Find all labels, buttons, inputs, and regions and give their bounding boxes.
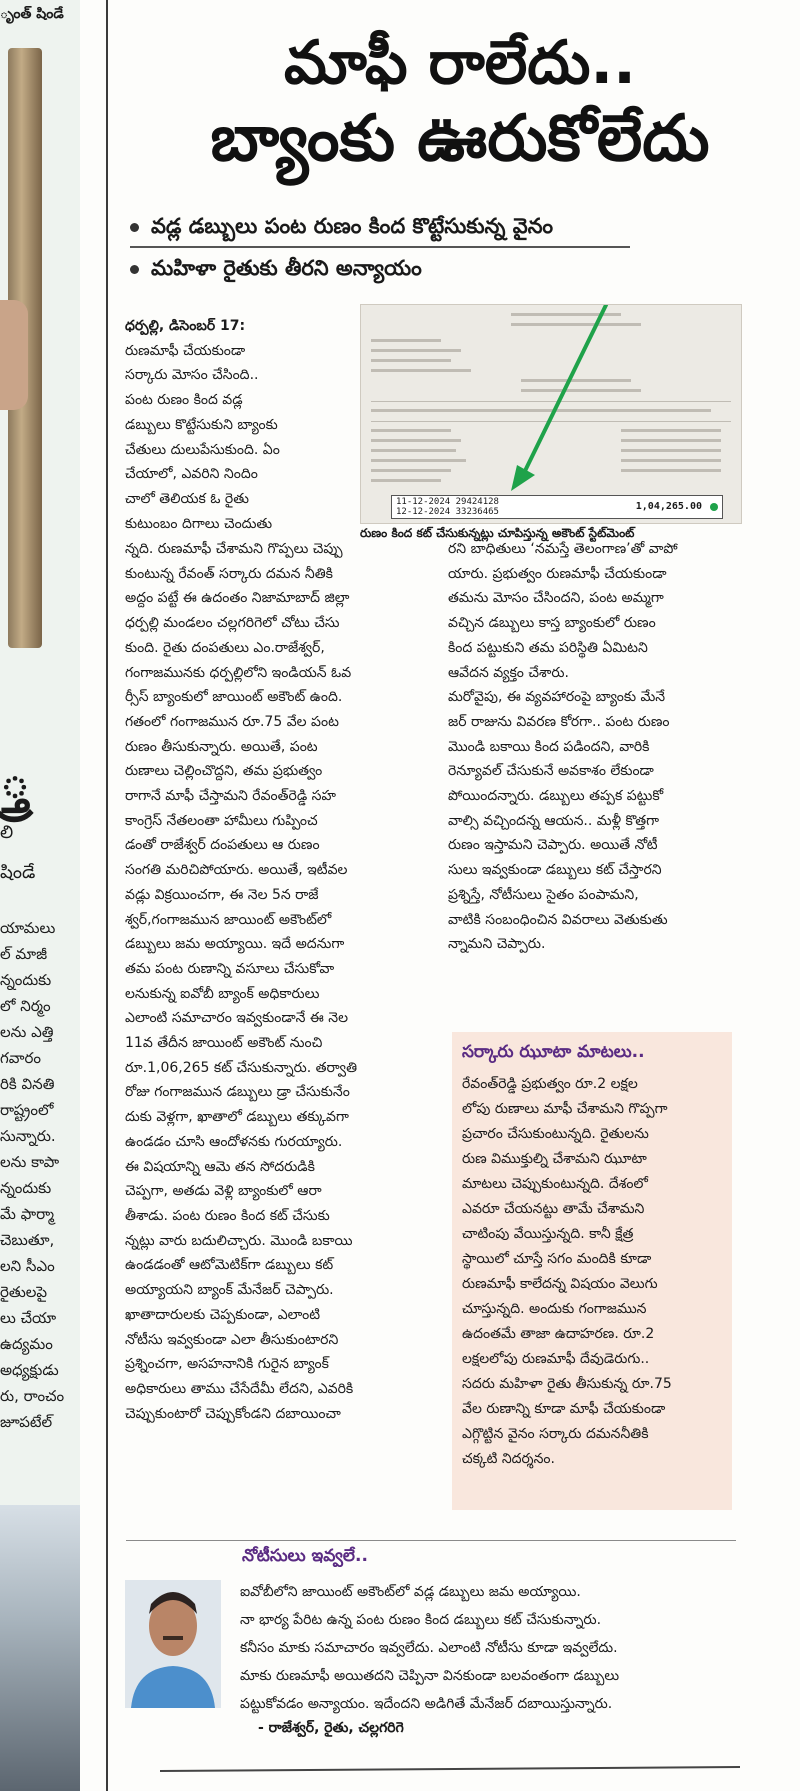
quote-top-rule xyxy=(126,1540,736,1541)
body-line: తమను మోసం చేసిందని, పంట అమ్మగా xyxy=(448,590,664,607)
body-line: ధర్పల్లి మండలం చల్లగరిగెలో చోటు చేసు xyxy=(125,615,340,632)
quote-title: నోటీసులు ఇవ్వలే.. xyxy=(242,1546,368,1566)
body-line: రెన్యూవల్ చేసుకునే అవకాశం లేకుండా xyxy=(448,763,654,780)
body-line: న్నది. రుణమాఫీ చేశామని గొప్పలు చెప్పు xyxy=(125,541,343,557)
body-line: గంగాజమునకు ధర్పల్లిలోని ఇండియన్ ఓవ xyxy=(125,664,352,681)
statement-row-1: 11-12-2024 29424128 xyxy=(396,497,499,507)
column-divider xyxy=(106,0,108,1791)
body-line: చెప్పగా, అతడు వెళ్లి బ్యాంకులో ఆరా xyxy=(125,1183,322,1200)
box-line: స్థాయిలో చూస్తే సగం మందికి కూడా xyxy=(462,1251,652,1267)
body-line: ఈ విషయాన్ని ఆమె తన సోదరుడికి xyxy=(125,1158,315,1175)
headline-line-2: బ్యాంకు ఊరుకోలేదు xyxy=(210,102,710,176)
body-line: అద్దం పట్టే ఈ ఉదంతం నిజామాబాద్ జిల్లా xyxy=(125,590,350,607)
body-line: లనుకున్న ఐవోబీ బ్యాంక్ అధికారులు xyxy=(125,985,320,1002)
body-line: పంట రుణం కింద వడ్ల xyxy=(125,392,243,409)
body-line: సర్కారు మోసం చేసింది.. xyxy=(125,367,259,384)
neighbor-photo-person xyxy=(0,300,28,410)
bullet-separator xyxy=(130,246,630,248)
neighbor-line: యామలు xyxy=(0,919,56,937)
body-line: రుణమాఫీ చేయకుండా xyxy=(125,342,246,359)
body-line: ఉండడంతో ఆటోమెటిక్‌గా డబ్బులు కట్ xyxy=(125,1257,334,1274)
dateline: ధర్పల్లి, డిసెంబర్ 17: xyxy=(125,318,246,334)
quote-line: పట్టుకోవడం అన్యాయం. ఇదేందని అడిగితే మేనేజర్ దబాయిస్తున్నారు. xyxy=(240,1696,613,1712)
article-column-2 xyxy=(448,537,738,957)
body-line: కుంది. రైతు దంపతులు ఎం.రాజేశ్వర్, xyxy=(125,639,325,656)
bottom-rule xyxy=(160,1766,740,1772)
neighbor-line: జూపటేల్ xyxy=(0,1413,53,1431)
neighbor-line: చెబుతూ, xyxy=(0,1231,55,1249)
body-line: వడ్లు విక్రయించగా, ఈ నెల 5న రాజే xyxy=(125,886,319,903)
body-line: జర్ రాజును వివరణ కోరగా.. పంట రుణం xyxy=(448,713,670,730)
bullet-point-2 xyxy=(130,256,422,286)
body-line: గతంలో గంగాజమున రూ.75 వేల పంట xyxy=(125,713,339,730)
body-line: కింద పట్టుకుని తమ పరిస్థితి ఏమిటని xyxy=(448,639,648,656)
bullet-dot-icon xyxy=(130,265,139,274)
neighbor-body-text xyxy=(0,915,80,1435)
neighbor-line: రాష్ట్రంలో xyxy=(0,1101,54,1119)
neighbor-line: గవారం xyxy=(0,1049,41,1067)
body-line: చేయాలో, ఎవరిని నిందిం xyxy=(125,466,258,483)
body-line: డంతో రాజేశ్వర్ దంపతులు ఆ రుణం xyxy=(125,837,320,854)
body-line: మొండి బకాయి కింద పడిందని, వారికి xyxy=(448,738,650,755)
body-line: సంగతి మరిచిపోయారు. అయితే, ఇటీవల xyxy=(125,862,348,879)
neighbor-article-strip xyxy=(0,0,80,1791)
neighbor-line: ల్ మాజీ xyxy=(0,945,48,963)
body-line: రని బాధితులు ‘నమస్తే తెలంగాణ’తో వాపో xyxy=(448,541,678,557)
bullet-text: మహిళా రైతుకు తీరని అన్యాయం xyxy=(151,256,422,280)
body-line: ప్రశ్నించగా, అసహనానికి గురైన బ్యాంక్ xyxy=(125,1356,329,1373)
body-line: శ్వర్,గంగాజమున జాయింట్ అకౌంట్‌లో xyxy=(125,911,332,928)
sidebar-box-title: సర్కారు ఝూటా మాటలు.. xyxy=(462,1042,645,1062)
box-line: లక్షలలోపు రుణమాఫీ దేవుడెరుగు.. xyxy=(462,1351,650,1367)
neighbor-line: మే ఫార్మా xyxy=(0,1205,54,1223)
box-line: ఎవరూ చేయనట్టు తామే చేశామని xyxy=(462,1201,645,1217)
body-line: రుణం ఇస్తామని చెప్పారు. అయితే నోటీ xyxy=(448,837,658,854)
body-line: చెప్పుకుంటారో చెప్పుకోండని దబాయించా xyxy=(125,1405,341,1422)
quote-line: నా భార్య పేరిట ఉన్న పంట రుణం కింద డబ్బులు కట్ చేసుకున్నారు. xyxy=(240,1612,602,1628)
quote-line: కనీసం మాకు సమాచారం ఇవ్వలేదు. ఎలాంటి నోటీసు కూడా ఇవ్వలేదు. xyxy=(240,1640,618,1656)
neighbor-title: ్త్ర xyxy=(0,750,31,810)
box-line: సదరు మహిళా రైతు తీసుకున్న రూ.75 xyxy=(462,1376,672,1392)
box-line: రేవంత్‌రెడ్డి ప్రభుత్వం రూ.2 లక్షల xyxy=(462,1076,638,1092)
body-line: తమ పంట రుణాన్ని వసూలు చేసుకోవా xyxy=(125,960,335,977)
quote-signature: - రాజేశ్వర్, రైతు, చల్లగరిగె xyxy=(258,1720,404,1736)
box-line: రుణ విముక్తుల్ని చేశామని ఝూటా xyxy=(462,1151,647,1167)
farmer-portrait xyxy=(125,1580,221,1708)
article-intro xyxy=(125,314,353,536)
bullet-dot-icon xyxy=(130,223,139,232)
statement-amount: 1,04,265.00 xyxy=(635,501,702,512)
body-line: వాల్సి వచ్చిందన్న ఆయన.. మళ్లీ కొత్తగా xyxy=(448,812,659,829)
box-line: లోపు రుణాలు మాఫీ చేశామని గొప్పగా xyxy=(462,1101,668,1117)
box-line: చక్కటి నిదర్శనం. xyxy=(462,1451,555,1467)
neighbor-line: న్నందుకు xyxy=(0,971,52,989)
body-line: ర్సీస్ బ్యాంకులో జాయింట్ అకౌంట్ ఉంది. xyxy=(125,689,343,706)
body-line: రుణం తీసుకున్నారు. అయితే, పంట xyxy=(125,738,318,755)
body-line: అధికారులు తాము చేసేదేమీ లేదని, ఎవరికి xyxy=(125,1380,354,1397)
person-icon xyxy=(125,1580,221,1708)
box-line: ప్రచారం చేసుకుంటున్నది. రైతులను xyxy=(462,1126,649,1142)
neighbor-top-text: ృంత్ షిండే xyxy=(0,6,64,22)
neighbor-line: లో నిర్మం xyxy=(0,997,51,1015)
neighbor-line: లను ఎత్తి xyxy=(0,1023,54,1041)
body-line: రోజు గంగాజమున డబ్బులు డ్రా చేసుకునేం xyxy=(125,1084,350,1101)
body-line: కుటుంబం దిగాలు చెందుతు xyxy=(125,515,273,532)
body-line: ఉండడం చూసి ఆందోళనకు గురయ్యారు. xyxy=(125,1133,343,1150)
body-line: ఖాతాదారులకు చెప్పకుండా, ఎలాంటి xyxy=(125,1306,321,1323)
account-statement-image xyxy=(360,304,742,524)
box-line: ఉదంతమే తాజా ఉదాహరణ. రూ.2 xyxy=(462,1326,655,1342)
neighbor-line: రైతులపై xyxy=(0,1283,48,1301)
quote-body xyxy=(240,1578,736,1718)
body-line: సులు ఇవ్వకుండా డబ్బులు కట్ చేస్తారని xyxy=(448,862,662,879)
body-line: న్నట్లు వారు బదులిచ్చారు. మొండి బకాయి xyxy=(125,1232,353,1249)
body-line: కాంగ్రెస్ నేతలంతా హామీలు గుప్పించ xyxy=(125,812,318,829)
neighbor-line: సున్నారు. xyxy=(0,1127,56,1145)
body-line: ప్రశ్నిస్తే, నోటీసులు సైతం పంపామని, xyxy=(448,886,639,903)
image-caption: రుణం కింద కట్ చేసుకున్నట్లు చూపిస్తున్న అకౌంట్ స్టేట్‌మెంట్ xyxy=(360,526,635,540)
article-column-1 xyxy=(125,537,433,1426)
neighbor-line: లని సీఎం xyxy=(0,1257,55,1275)
body-line: యారు. ప్రభుత్వం రుణమాఫీ చేయకుండా xyxy=(448,565,667,582)
body-line: రుణాలు చెల్లించొద్దని, తమ ప్రభుత్వం xyxy=(125,763,323,780)
body-line: తీశాడు. పంట రుణం కింద కట్ చేసుకు xyxy=(125,1207,330,1224)
body-line: ఆవేదన వ్యక్తం చేశారు. xyxy=(448,664,569,681)
neighbor-line: రికి వినతి xyxy=(0,1075,55,1093)
box-line: చూస్తున్నది. అందుకు గంగాజమున xyxy=(462,1301,647,1317)
body-line: దుకు వెళ్లగా, ఖాతాలో డబ్బులు తక్కువగా xyxy=(125,1109,349,1126)
neighbor-subtitle-1: లి xyxy=(0,822,14,843)
body-line: పోయిందన్నారు. డబ్బులు తప్పక పట్టుకో xyxy=(448,788,664,805)
body-line: నోటీసు ఇవ్వకుండా ఎలా తీసుకుంటారని xyxy=(125,1331,339,1348)
neighbor-line: లు చేయా xyxy=(0,1309,57,1327)
body-line: న్నామని చెప్పారు. xyxy=(448,936,546,953)
neighbor-line: న్నందుకు xyxy=(0,1179,52,1197)
body-line: డబ్బులు కొట్టేసుకుని బ్యాంకు xyxy=(125,416,278,433)
body-line: ఎలాంటి సమాచారం ఇవ్వకుండానే ఈ నెల xyxy=(125,1010,349,1027)
neighbor-line: రు, రాంచం xyxy=(0,1387,65,1405)
neighbor-bottom-photo xyxy=(0,1505,80,1791)
neighbor-subtitle-2: షిండే xyxy=(0,862,36,883)
body-line: వచ్చిన డబ్బులు కాస్త బ్యాంకులో రుణం xyxy=(448,615,656,632)
body-line: డబ్బులు జమ అయ్యాయి. ఇదే అదనుగా xyxy=(125,936,345,953)
bullet-point-1 xyxy=(130,214,553,244)
box-line: చాటింపు వేయిస్తున్నది. కానీ క్షేత్ర xyxy=(462,1226,634,1242)
box-line: మాటలు చెప్పుకుంటున్నది. దేశంలో xyxy=(462,1176,648,1192)
body-line: మరోవైపు, ఈ వ్యవహారంపై బ్యాంకు మేనే xyxy=(448,689,666,706)
quote-line: ఐవోబీలోని జాయింట్ అకౌంట్‌లో వడ్ల డబ్బులు జమ అయ్యాయి. xyxy=(240,1584,581,1600)
body-line: రాగానే మాఫీ చేస్తామని రేవంత్‌రెడ్డి సహ xyxy=(125,788,336,805)
body-line: అయ్యాయని బ్యాంక్ మేనేజర్ చెప్పారు. xyxy=(125,1282,334,1299)
quote-line: మాకు రుణమాఫీ అయితదని చెప్పినా వినకుండా బలవంతంగా డబ్బులు xyxy=(240,1668,620,1684)
body-line: చాలో తెలియక ఓ రైతు xyxy=(125,490,249,507)
box-line: ఎగ్గొట్టిన వైనం సర్కారు దమననీతికి xyxy=(462,1426,649,1442)
body-line: చేతులు దులుపేసుకుంది. ఏం xyxy=(125,441,280,458)
body-line: 11వ తేదీన జాయింట్ అకౌంట్ నుంచి xyxy=(125,1035,323,1052)
box-line: వేల రుణాన్ని కూడా మాఫీ చేయకుండా xyxy=(462,1401,666,1417)
headline-line-1: మాఫీ రాలేదు.. xyxy=(284,28,636,98)
sidebar-box-body xyxy=(462,1072,726,1472)
neighbor-line: ఉద్యమం xyxy=(0,1335,53,1353)
statement-row-2: 12-12-2024 33236465 xyxy=(396,507,499,517)
neighbor-line: లను కాపా xyxy=(0,1153,60,1171)
green-arrow-icon xyxy=(361,305,741,523)
neighbor-line: అధ్యక్షుడు xyxy=(0,1361,59,1379)
body-line: వాటికి సంబంధించిన వివరాలు వెతుకుతు xyxy=(448,911,668,928)
bullet-text: వడ్ల డబ్బులు పంట రుణం కింద కొట్టేసుకున్న వైనం xyxy=(151,214,554,238)
box-line: రుణమాఫీ కాలేదన్న విషయం వెలుగు xyxy=(462,1276,658,1292)
body-line: కుంటున్న రేవంత్ సర్కారు దమన నీతికి xyxy=(125,565,333,582)
body-line: రూ.1,06,265 కట్ చేసుకున్నారు. తర్వాతి xyxy=(125,1059,358,1076)
